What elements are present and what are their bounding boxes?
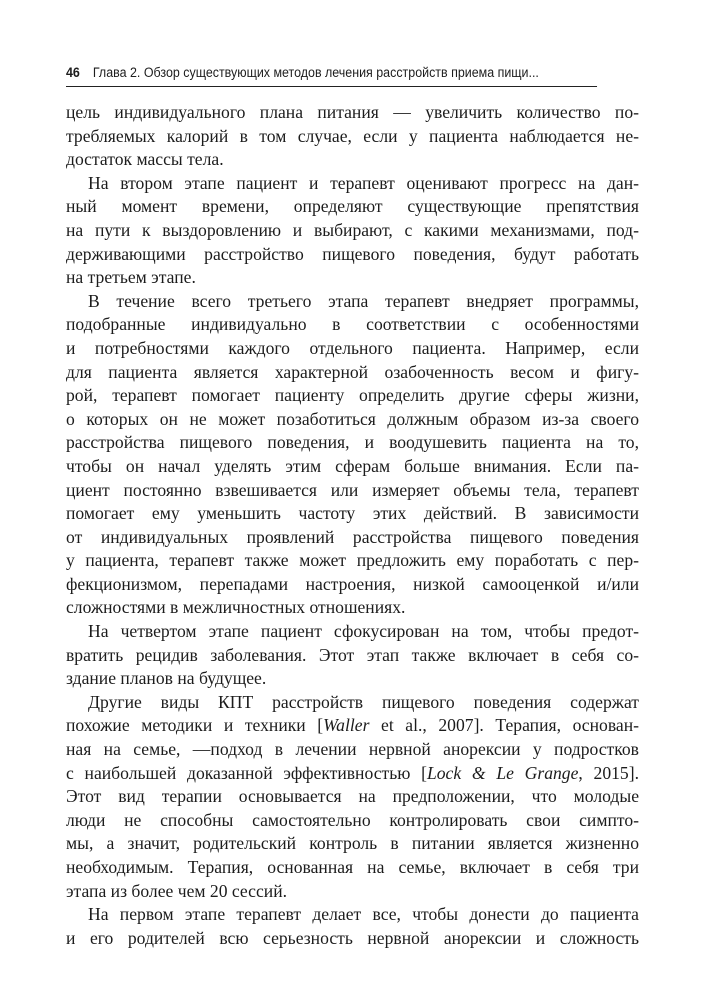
text-line: В течение всего третьего этапа терапевт внедряет программы,	[88, 290, 639, 311]
text-line: циент постоянно взвешивается или измеряет объемы тела, терапевт	[66, 479, 639, 500]
running-head	[66, 62, 597, 87]
text-line: На первом этапе терапевт делает все, чтобы донести до пациента	[88, 904, 639, 925]
citation-author: Lock & Le Grange	[426, 762, 579, 783]
text-line: помогает ему уменьшить частоту этих действий. В зависимости	[66, 503, 639, 524]
text-line: мы, а значит, родительский контроль в питании является жизненно	[66, 833, 639, 854]
text-line: достаток массы тела.	[66, 149, 224, 170]
text-line: люди не способны самостоятельно контролировать свои симпто-	[66, 809, 639, 830]
text-line: ный момент времени, определяют существующие препятствия	[66, 196, 639, 217]
text-line-citation	[66, 714, 639, 738]
text-line: расстройства пищевого поведения, и воодушевить пациента на то,	[66, 432, 639, 453]
text-line: ная на семье, —подход в лечении нервной анорексии у подростков	[66, 739, 639, 760]
paragraph	[66, 101, 639, 172]
text-line: На четвертом этапе пациент сфокусирован на том, чтобы предот-	[88, 621, 639, 642]
text-line: чтобы он начал уделять этим сферам больше внимания. Если па-	[66, 455, 639, 476]
text-line: на пути к выздоровлению и выбирают, с какими механизмами, под-	[66, 219, 639, 240]
text-line: у пациента, терапевт также может предложить ему поработать с пер-	[66, 550, 639, 571]
text-fragment: et al., 2007]. Терапия, основан-	[369, 715, 639, 736]
paragraph	[66, 290, 639, 620]
paragraph	[66, 620, 639, 691]
body-text	[66, 101, 639, 950]
text-line: здание планов на будущее.	[66, 668, 267, 689]
text-line: фекционизмом, перепадами настроения, низкой самооценкой и/или	[66, 573, 639, 594]
text-line: сложностями в межличностных отношениях.	[66, 597, 406, 618]
text-line: Другие виды КПТ расстройств пищевого поведения содержат	[88, 691, 639, 712]
text-line: подобранные индивидуально в соответствии с особенностями	[66, 314, 639, 335]
chapter-title: Глава 2. Обзор существующих методов лечения расстройств приема пищи...	[92, 65, 539, 80]
text-fragment: с наибольшей доказанной эффективностью [	[66, 762, 427, 783]
text-line: рой, терапевт помогает пациенту определить другие сферы жизни,	[66, 385, 639, 406]
text-line: и его родителей всю серьезность нервной анорексии и сложность	[66, 927, 639, 948]
text-line: вратить рецидив заболевания. Этот этап также включает в себя со-	[66, 644, 639, 665]
text-line: требляемых калорий в том случае, если у пациента наблюдается не-	[66, 125, 639, 146]
text-line: о которых он не может позаботиться должным образом из-за своего	[66, 408, 639, 429]
text-line: этапа из более чем 20 сессий.	[66, 880, 288, 901]
text-line-citation	[66, 762, 639, 786]
text-fragment: , 2015].	[578, 762, 639, 783]
text-fragment: похожие методики и техники [	[66, 715, 324, 736]
text-line: держивающими расстройство пищевого поведения, будут работать	[66, 243, 639, 264]
text-line: от индивидуальных проявлений расстройства пищевого поведения	[66, 526, 639, 547]
paragraph	[66, 172, 639, 290]
paragraph	[66, 903, 639, 950]
text-line: и потребностями каждого отдельного пациента. Например, если	[66, 337, 639, 358]
text-line: Этот вид терапии основывается на предположении, что молодые	[66, 786, 639, 807]
text-line: для пациента является характерной озабоченность весом и фигу-	[66, 361, 639, 382]
text-line: цель индивидуального плана питания — увеличить количество по-	[66, 102, 639, 122]
citation-author: Waller	[323, 715, 370, 736]
text-line: На втором этапе пациент и терапевт оценивают прогресс на дан-	[88, 172, 639, 193]
text-line: на третьем этапе.	[66, 267, 196, 288]
page-number: 46	[66, 65, 80, 80]
text-line: необходимым. Терапия, основанная на семье, включает в себя три	[66, 857, 639, 877]
paragraph	[66, 691, 639, 903]
